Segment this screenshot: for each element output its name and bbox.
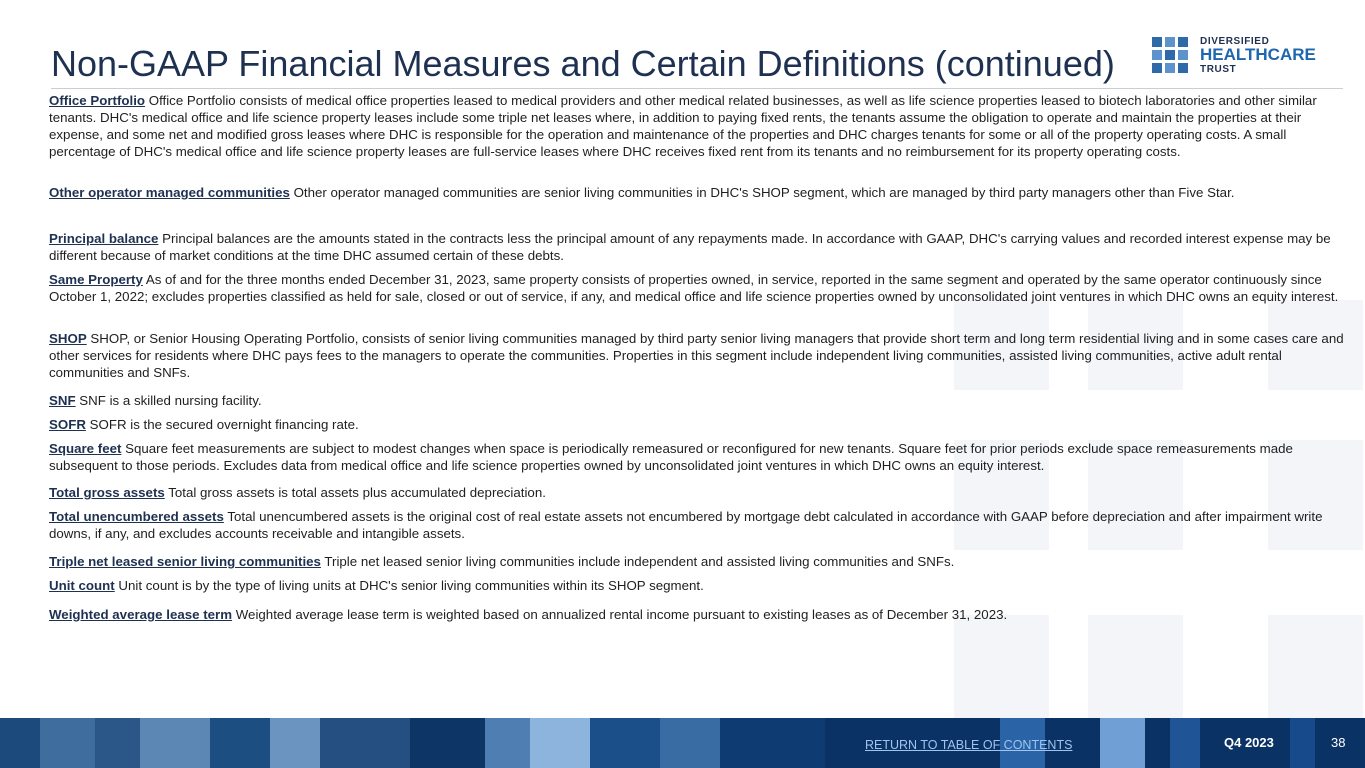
return-to-toc-link[interactable]: RETURN TO TABLE OF CONTENTS	[865, 738, 1073, 752]
definition-total-unencumbered-assets	[49, 509, 1344, 543]
definition-term: Total gross assets	[49, 485, 165, 500]
logo-mark-icon	[1152, 37, 1188, 73]
definition-text: Weighted average lease term is weighted based on annualized rental income pursuant to existing leases as of December 31, 2023.	[232, 607, 1008, 622]
definition-text: Total gross assets is total assets plus accumulated depreciation.	[164, 485, 546, 500]
definition-unit-count	[49, 578, 1344, 595]
definition-triple-net-leased	[49, 554, 1344, 571]
definition-term: Same Property	[49, 272, 143, 287]
definition-text: Office Portfolio consists of medical office properties leased to medical providers and other medical related businesses, as well as life science properties leased to biotech laboratories and other similar tenants. DHC's medical office and life science property leases include some triple net leases where, in addition to paying fixed rents, the tenants assume the obligation to operate and maintain the properties at their expense, and some net and modified gross leases where DHC is responsible for the operation and maintenance of the properties and DHC charges tenants for some or all of the property operating costs. A small percentage of DHC's medical office and life science property leases are full-service leases where DHC receives fixed rent from its tenants and no reimbursement for its property operating costs.	[49, 93, 1317, 159]
page-title: Non-GAAP Financial Measures and Certain Definitions (continued)	[51, 43, 1115, 84]
definition-shop	[49, 331, 1344, 382]
definition-text: SOFR is the secured overnight financing rate.	[85, 417, 359, 432]
definition-term: Square feet	[49, 441, 122, 456]
logo-text-line-2: HEALTHCARE	[1200, 45, 1316, 64]
definition-term: SOFR	[49, 417, 86, 432]
definition-same-property	[49, 272, 1344, 306]
logo-text-line-3: TRUST	[1200, 64, 1237, 75]
definition-office-portfolio	[49, 93, 1344, 161]
definition-term: SHOP	[49, 331, 87, 346]
definition-text: Principal balances are the amounts stated in the contracts less the principal amount of any repayments made. In accordance with GAAP, DHC's carrying values and recorded interest expense may be different because of market conditions at the time DHC assumed certain of these debts.	[49, 231, 1331, 263]
definition-text: Square feet measurements are subject to modest changes when space is periodically remeasured or reconfigured for new tenants. Square feet for prior periods exclude space remeasurements made subsequent to those periods. Excludes data from medical office and life science properties owned by unconsolidated joint ventures in which DHC owns an equity interest.	[49, 441, 1293, 473]
footer-banner	[0, 718, 1365, 768]
definition-total-gross-assets	[49, 485, 1344, 502]
definition-text: Total unencumbered assets is the original cost of real estate assets not encumbered by mortgage debt calculated in accordance with GAAP before depreciation and after impairment write downs, if any, and excludes accounts receivable and intangible assets.	[49, 509, 1323, 541]
logo-text-line-1: DIVERSIFIED	[1200, 36, 1270, 47]
definition-term: Total unencumbered assets	[49, 509, 224, 524]
definition-square-feet	[49, 441, 1344, 475]
definition-other-operator-managed	[49, 185, 1344, 202]
title-divider	[51, 88, 1343, 89]
definition-text: SHOP, or Senior Housing Operating Portfolio, consists of senior living communities managed by third party senior living managers that provide short term and long term residential living and in some cases care and other services for residents where DHC pays fees to the managers to operate the communities. Properties in this segment include independent living communities, assisted living communities, active adult rental communities and SNFs.	[49, 331, 1344, 380]
definition-text: SNF is a skilled nursing facility.	[75, 393, 262, 408]
definition-weighted-average-lease-term	[49, 607, 1344, 624]
definition-term: Weighted average lease term	[49, 607, 233, 622]
definition-text: Unit count is by the type of living units at DHC's senior living communities within its SHOP segment.	[114, 578, 704, 593]
report-quarter: Q4 2023	[1224, 735, 1274, 750]
page-number: 38	[1331, 735, 1346, 750]
definition-term: Unit count	[49, 578, 115, 593]
definition-principal-balance	[49, 231, 1344, 265]
definition-text: Triple net leased senior living communities include independent and assisted living communities and SNFs.	[320, 554, 955, 569]
definition-term: Principal balance	[49, 231, 159, 246]
definition-sofr	[49, 417, 1344, 434]
definition-term: Office Portfolio	[49, 93, 146, 108]
definition-term: Other operator managed communities	[49, 185, 290, 200]
definition-term: SNF	[49, 393, 76, 408]
definition-snf	[49, 393, 1344, 410]
definition-term: Triple net leased senior living communities	[49, 554, 321, 569]
definition-text: As of and for the three months ended December 31, 2023, same property consists of properties owned, in service, reported in the same segment and operated by the same operator continuously since October 1, 2022; excludes properties classified as held for sale, closed or out of service, if any, and medical office and life science properties owned by unconsolidated joint ventures in which DHC owns an equity interest.	[49, 272, 1339, 304]
company-logo	[1152, 36, 1322, 76]
definition-text: Other operator managed communities are senior living communities in DHC's SHOP segment, which are managed by third party managers other than Five Star.	[289, 185, 1235, 200]
